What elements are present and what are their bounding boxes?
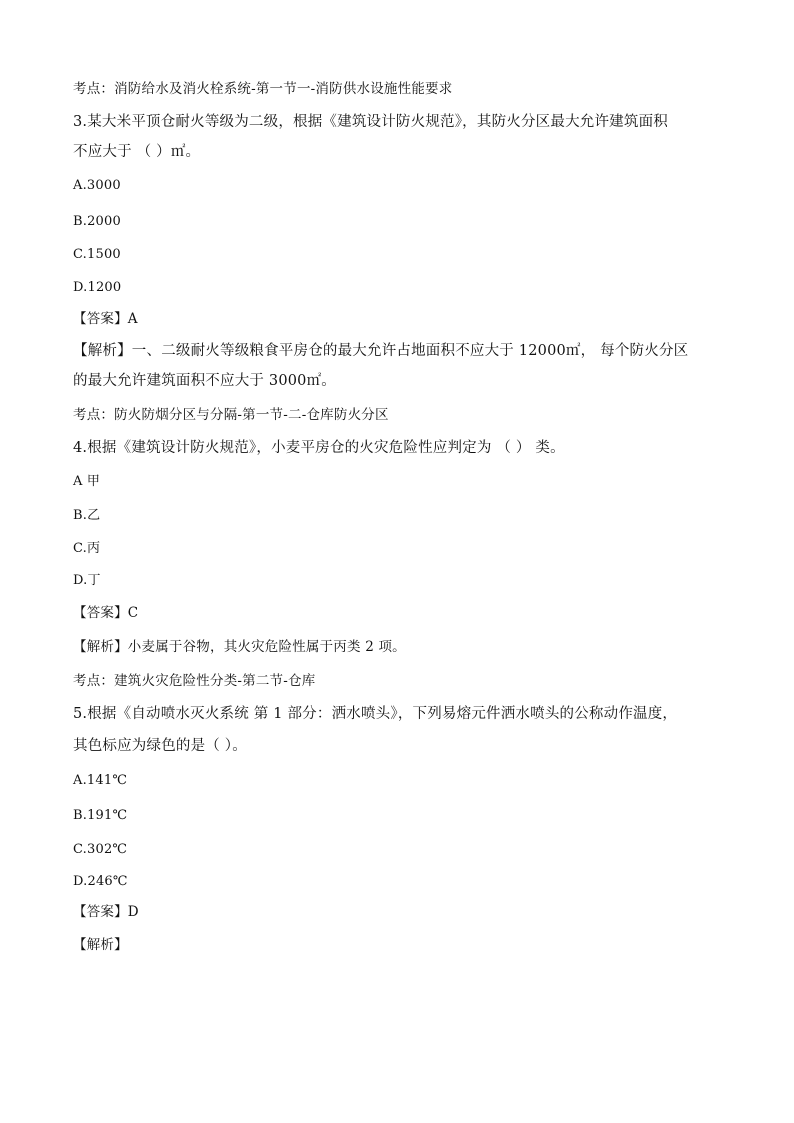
- knowledge-point-q4: 考点：建筑火灾危险性分类-第二节-仓库: [73, 673, 316, 689]
- question-3-option-c: C.1500: [73, 247, 121, 262]
- question-3-analysis: 【解析】一、二级耐火等级粮食平房仓的最大允许占地面积不应大于 12000㎡， 每个防火分区: [73, 343, 689, 359]
- question-5-stem: 5.根据《自动喷水灭火系统 第 1 部分：洒水喷头》，下列易熔元件洒水喷头的公称动作温度，: [73, 706, 678, 722]
- question-3-stem-cont: 不应大于 （ ）㎡。: [73, 144, 201, 160]
- question-5-stem-cont: 其色标应为绿色的是（ ）。: [73, 738, 247, 754]
- question-5-analysis: 【解析】: [73, 937, 128, 953]
- question-5-option-a: A.141℃: [73, 773, 128, 788]
- question-4-analysis: 【解析】小麦属于谷物，其火灾危险性属于丙类 2 项。: [73, 639, 406, 655]
- knowledge-point-q2: 考点：消防给水及消火栓系统-第一节一-消防供水设施性能要求: [73, 81, 453, 97]
- question-4-stem: 4.根据《建筑设计防火规范》，小麦平房仓的火灾危险性应判定为 （ ） 类。: [73, 440, 565, 456]
- question-5-answer: 【答案】D: [73, 904, 139, 920]
- question-4-option-d: D.丁: [73, 573, 101, 588]
- question-4-option-c: C.丙: [73, 541, 101, 556]
- question-3-answer: 【答案】A: [73, 311, 138, 327]
- question-4-option-a: A 甲: [73, 474, 101, 489]
- question-3-analysis-cont: 的最大允许建筑面积不应大于 3000㎡。: [73, 373, 337, 389]
- question-4-answer: 【答案】C: [73, 605, 139, 621]
- question-3-stem: 3.某大米平顶仓耐火等级为二级，根据《建筑设计防火规范》，其防火分区最大允许建筑面积: [73, 114, 668, 130]
- question-5-option-c: C.302℃: [73, 842, 128, 857]
- knowledge-point-q3: 考点：防火防烟分区与分隔-第一节-二-仓库防火分区: [73, 407, 389, 423]
- question-5-option-d: D.246℃: [73, 874, 128, 889]
- question-3-option-d: D.1200: [73, 280, 122, 295]
- question-4-option-b: B.乙: [73, 508, 101, 523]
- question-5-option-b: B.191℃: [73, 808, 128, 823]
- question-3-option-b: B.2000: [73, 214, 121, 229]
- question-3-option-a: A.3000: [73, 178, 121, 193]
